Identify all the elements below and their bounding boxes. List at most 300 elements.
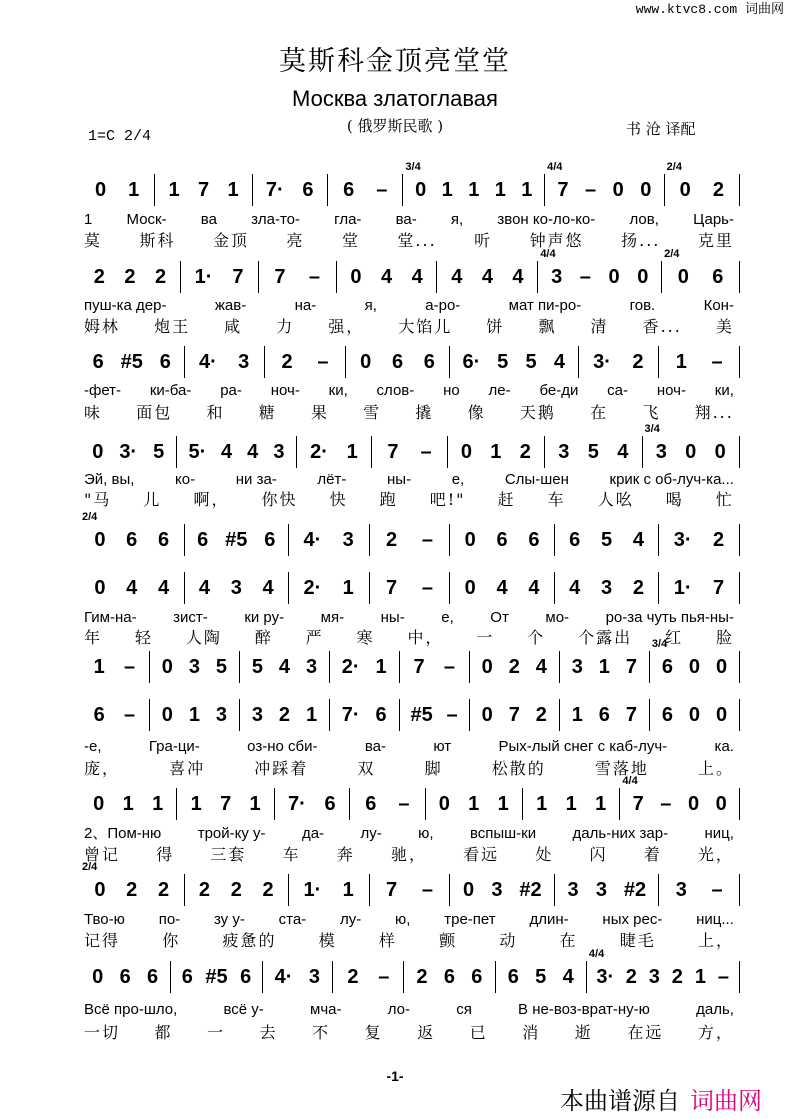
lyric-syllable: даль-них зар- <box>572 825 669 842</box>
note: 6 <box>661 704 673 726</box>
lyric-syllable: ю, <box>418 825 434 842</box>
lyric-syllable: 力 <box>276 317 295 336</box>
lyric-syllable: 闪 <box>589 845 608 864</box>
note: 4 <box>512 266 524 288</box>
note: 2 <box>347 966 359 988</box>
measure-notes <box>500 966 582 988</box>
measure <box>643 423 740 468</box>
lyric-syllable: 雪落地 <box>594 759 649 778</box>
key-signature: 1=C 2/4 <box>88 128 152 145</box>
note: 3 <box>238 351 250 373</box>
measure <box>545 161 665 206</box>
lyric-syllable: ста- <box>278 911 307 928</box>
lyric-syllable: ки, <box>714 382 734 399</box>
measure <box>185 524 290 556</box>
lyric-syllable: 年 <box>84 628 103 647</box>
note: 0 <box>464 577 476 599</box>
note: 0 <box>462 879 475 901</box>
note: 0 <box>481 656 493 678</box>
note: 6 <box>240 966 252 988</box>
lyrics-russian <box>84 1001 734 1019</box>
note: 1 <box>536 793 548 815</box>
lyric-syllable: 驰， <box>390 845 427 864</box>
lyric-syllable: 模 <box>318 931 337 950</box>
measure <box>150 651 240 683</box>
note: 1· <box>673 577 692 599</box>
measure-notes <box>454 577 550 599</box>
lyric-syllable: гов. <box>629 297 656 314</box>
note: 0 <box>415 179 427 201</box>
measure <box>80 961 171 993</box>
note: 3 <box>273 441 285 463</box>
note: 1 <box>152 793 164 815</box>
lyric-syllable: 脸 <box>715 628 734 647</box>
note: 6 <box>264 529 276 551</box>
measure-notes <box>341 266 433 288</box>
measure <box>370 572 451 604</box>
lyric-syllable: 人吆 <box>597 490 634 509</box>
lyric-syllable: на- <box>294 297 317 314</box>
measure-notes <box>84 879 180 901</box>
note: 2· <box>310 441 328 463</box>
lyric-syllable: гла- <box>334 211 362 228</box>
lyrics-russian <box>84 297 734 315</box>
lyric-syllable: по- <box>158 911 181 928</box>
note: 1 <box>521 179 533 201</box>
measure-notes <box>350 351 446 373</box>
measure-notes <box>84 179 150 201</box>
lyrics-chinese <box>84 232 734 250</box>
note: – <box>420 441 432 463</box>
note: 1 <box>128 179 140 201</box>
measure-notes <box>257 179 323 201</box>
lyrics-russian <box>84 911 734 929</box>
note: 0 <box>94 529 106 551</box>
lyric-syllable: В не-воз-врат-ну-ю <box>518 1001 650 1018</box>
lyric-syllable: вспыш-ки <box>469 825 537 842</box>
lyric-syllable: 三套 <box>210 845 247 864</box>
lyric-syllable: ноч- <box>270 382 300 399</box>
measure <box>579 346 660 378</box>
measure-notes <box>84 577 180 599</box>
note: 0 <box>612 179 624 201</box>
note: 2 <box>671 966 683 988</box>
note: 1· <box>303 879 322 901</box>
note: 6· <box>462 351 481 373</box>
lyric-syllable: 1 <box>84 211 93 228</box>
note: 1 <box>227 179 239 201</box>
lyric-syllable: Слы-шен <box>504 471 569 488</box>
measure-notes <box>542 266 657 288</box>
lyric-syllable: 2、Пом-ню <box>84 825 162 842</box>
lyric-syllable: крик с об-луч-ка... <box>609 471 734 488</box>
note: 6 <box>158 529 170 551</box>
lyric-syllable: ны- <box>380 609 405 626</box>
note: – <box>443 656 456 678</box>
measure-notes <box>663 577 735 599</box>
lyric-syllable: ки-ба- <box>149 382 192 399</box>
note: 3 <box>305 656 318 678</box>
lyric-syllable: 天鹅 <box>519 403 556 422</box>
note: 6 <box>126 529 138 551</box>
measure-notes <box>175 966 257 988</box>
note: 0 <box>460 441 472 463</box>
measure <box>370 874 451 906</box>
note: 1 <box>675 351 687 373</box>
lyric-syllable: 大馅儿 <box>398 317 453 336</box>
lyric-syllable: 光， <box>697 845 734 864</box>
lyric-syllable: 堂 <box>341 231 360 250</box>
note: 2· <box>303 577 322 599</box>
note: 6 <box>528 529 540 551</box>
measure <box>450 524 555 556</box>
note: 3 <box>648 966 660 988</box>
note: 0 <box>715 656 728 678</box>
note: 7· <box>288 793 306 815</box>
note: 5 <box>251 656 264 678</box>
measure-notes <box>454 529 550 551</box>
lyric-syllable: 着 <box>643 845 662 864</box>
measure <box>659 524 740 556</box>
measure-notes <box>244 704 325 726</box>
measure <box>240 699 330 731</box>
measure <box>538 248 662 293</box>
note: – <box>711 351 723 373</box>
note: 4· <box>198 351 217 373</box>
lyric-syllable: Гра-ци- <box>148 738 200 755</box>
note: 2 <box>158 879 170 901</box>
measure <box>659 874 740 906</box>
note: 6 <box>365 793 377 815</box>
note: 4 <box>220 441 233 463</box>
measure <box>450 874 555 906</box>
note: 0 <box>688 656 701 678</box>
lyric-syllable: слов- <box>376 382 415 399</box>
time-signature: 2/4 <box>82 511 98 523</box>
note: 5 <box>215 656 227 678</box>
measure <box>297 436 372 468</box>
measure-notes <box>408 966 490 988</box>
note: 1 <box>441 179 453 201</box>
note: 0 <box>438 793 450 815</box>
lyric-syllable: е, <box>441 609 454 626</box>
note: 7 <box>274 266 286 288</box>
lyric-syllable: мя- <box>320 609 345 626</box>
lyric-syllable: 果 <box>310 403 329 422</box>
note: 2 <box>535 704 547 726</box>
note: 4 <box>617 441 629 463</box>
music-row-lower <box>80 699 740 731</box>
lyric-syllable: 记得 <box>84 931 121 950</box>
note: 6 <box>343 179 355 201</box>
note: 7 <box>413 656 425 678</box>
lyric-syllable: 曾记 <box>84 845 121 864</box>
note: #5 <box>120 351 143 373</box>
note: 1 <box>346 441 358 463</box>
note: 0 <box>608 266 620 288</box>
measure-notes <box>624 793 735 815</box>
measure-notes <box>84 704 145 726</box>
lyric-syllable: 车 <box>282 845 301 864</box>
note: 6 <box>391 351 404 373</box>
note: #5 <box>225 529 248 551</box>
measure-notes <box>154 656 235 678</box>
lyric-syllable: 颤 <box>439 931 458 950</box>
measure-notes <box>474 656 555 678</box>
note: 1 <box>188 704 200 726</box>
measure-notes <box>189 351 261 373</box>
measure-notes <box>84 966 166 988</box>
song-genre: ( 俄罗斯民歌 ) <box>346 117 444 135</box>
note: 6 <box>423 351 435 373</box>
lyric-syllable: 都 <box>154 1023 173 1042</box>
lyrics-chinese <box>84 932 734 950</box>
note: 3 <box>308 966 321 988</box>
note: 4· <box>303 529 322 551</box>
measure-notes <box>583 351 655 373</box>
lyric-syllable: 上。 <box>697 759 734 778</box>
measure <box>185 346 266 378</box>
source-label: 本曲谱源自 <box>560 1088 680 1115</box>
note: 7 <box>220 793 232 815</box>
note: 5 <box>535 966 547 988</box>
note: 2· <box>341 656 360 678</box>
note: 1 <box>342 577 354 599</box>
lyrics-russian <box>84 825 734 843</box>
measure <box>555 874 660 906</box>
measure-notes <box>452 441 540 463</box>
measure <box>80 788 177 820</box>
note: 6 <box>159 351 171 373</box>
time-signature: 4/4 <box>540 248 556 260</box>
lyric-syllable: 咸 <box>224 317 243 336</box>
lyric-syllable: 在 <box>590 403 609 422</box>
note: – <box>579 266 591 288</box>
lyric-syllable: мат пи-ро- <box>508 297 582 314</box>
note: 6 <box>471 966 483 988</box>
lyric-syllable: 动 <box>499 931 518 950</box>
measure <box>587 948 740 993</box>
lyric-syllable: 姆林 <box>84 317 121 336</box>
music-row <box>80 248 740 293</box>
measure-notes <box>84 793 172 815</box>
lyric-syllable: От <box>490 609 509 626</box>
measure <box>523 788 620 820</box>
note: 4 <box>278 656 291 678</box>
lyric-syllable: 喝 <box>665 490 684 509</box>
lyric-syllable: ка. <box>714 738 734 755</box>
measure-notes <box>269 351 341 373</box>
note: 3 <box>655 441 667 463</box>
lyric-syllable: ва <box>200 211 217 228</box>
note: 7 <box>625 656 637 678</box>
song-subtitle: Москва златоглавая <box>292 86 498 111</box>
measure-notes <box>663 529 735 551</box>
measure-notes <box>293 577 365 599</box>
measure <box>370 524 451 556</box>
note: 1 <box>468 793 480 815</box>
note: #5 <box>410 704 433 726</box>
note: 7 <box>386 879 398 901</box>
note: 3 <box>675 879 687 901</box>
note: 7 <box>632 793 644 815</box>
measure-notes <box>654 704 735 726</box>
lyric-syllable: Эй, вы, <box>84 471 135 488</box>
note: 0 <box>677 266 689 288</box>
note: 2 <box>124 266 136 288</box>
lyric-syllable: 你快 <box>261 490 298 509</box>
lyric-syllable: 去 <box>259 1023 278 1042</box>
lyric-syllable: жав- <box>214 297 247 314</box>
note: 1 <box>249 793 261 815</box>
lyric-syllable: 个露出 <box>578 628 633 647</box>
note: 1 <box>122 793 134 815</box>
measure <box>333 961 404 993</box>
note: 5· <box>188 441 207 463</box>
measure-notes <box>185 266 254 288</box>
measure-notes <box>84 529 180 551</box>
measure <box>80 861 185 906</box>
lyrics-russian <box>84 211 734 229</box>
music-row-lower <box>80 572 740 604</box>
lyric-syllable: 香... <box>642 317 682 336</box>
measure-notes <box>189 577 285 599</box>
measure-notes <box>430 793 518 815</box>
measure-notes <box>279 793 345 815</box>
measure-notes <box>549 441 637 463</box>
lyric-syllable: ных рес- <box>602 911 663 928</box>
note: 1 <box>497 793 509 815</box>
lyric-syllable: 忙 <box>715 490 734 509</box>
lyric-syllable: 一 <box>476 628 495 647</box>
note: 6 <box>93 704 105 726</box>
lyric-syllable: 人陶 <box>185 628 222 647</box>
lyric-syllable: 不 <box>312 1023 331 1042</box>
lyric-syllable: 得 <box>156 845 175 864</box>
note: 6 <box>496 529 508 551</box>
note: 2 <box>386 529 398 551</box>
page-number: -1- <box>386 1068 404 1084</box>
note: 3 <box>188 656 200 678</box>
lyric-syllable: ки ру- <box>244 609 285 626</box>
note: 4 <box>451 266 463 288</box>
note: – <box>717 966 730 988</box>
note: 4 <box>481 266 493 288</box>
lyric-syllable: 方， <box>697 1023 734 1042</box>
note: 0 <box>464 529 476 551</box>
measure-notes <box>666 266 735 288</box>
lyric-syllable: "马 <box>84 490 112 509</box>
lyric-syllable: тре-пет <box>444 911 496 928</box>
measure-notes <box>454 351 573 373</box>
note: 4 <box>126 577 138 599</box>
lyric-syllable: оз-но сби- <box>247 738 318 755</box>
note: 3· <box>596 966 615 988</box>
note: 3 <box>567 879 579 901</box>
lyric-syllable: 饼 <box>486 317 505 336</box>
note: 4 <box>158 577 170 599</box>
measure <box>80 572 185 604</box>
lyric-syllable: Всё про-шло, <box>84 1001 178 1018</box>
time-signature: 2/4 <box>664 248 680 260</box>
note: 0 <box>94 879 106 901</box>
measure <box>80 651 150 683</box>
note: – <box>660 793 672 815</box>
lyric-syllable: 强， <box>328 317 365 336</box>
lyric-syllable: 复 <box>364 1023 383 1042</box>
measure <box>181 261 259 293</box>
lyric-syllable: 中， <box>407 628 444 647</box>
note: – <box>124 656 136 678</box>
note: 7 <box>625 704 637 726</box>
note: 4 <box>380 266 393 288</box>
note: 7 <box>232 266 244 288</box>
lyrics-chinese <box>84 318 734 336</box>
note: – <box>446 704 458 726</box>
lyric-syllable: а-ро- <box>425 297 461 314</box>
measure <box>470 699 560 731</box>
note: 2 <box>198 879 210 901</box>
measure <box>253 174 328 206</box>
lyric-syllable: мча- <box>310 1001 342 1018</box>
note: 4 <box>496 577 508 599</box>
lyric-syllable: 钟声悠 <box>529 231 584 250</box>
note: 0 <box>679 179 691 201</box>
note: 5 <box>601 529 613 551</box>
lyric-syllable: бе-ди <box>539 382 579 399</box>
measure <box>289 874 370 906</box>
measure <box>171 961 262 993</box>
measure-notes <box>334 704 395 726</box>
measure-notes <box>647 441 735 463</box>
measure-notes <box>189 879 285 901</box>
note: 0 <box>481 704 493 726</box>
measure <box>404 961 495 993</box>
note: 7 <box>508 704 520 726</box>
note: 6 <box>92 351 104 373</box>
measure <box>650 638 740 683</box>
note: 2 <box>262 879 274 901</box>
measure-notes <box>376 441 442 463</box>
measure <box>450 572 555 604</box>
note: 0 <box>93 793 105 815</box>
note: 1 <box>494 179 506 201</box>
note: 6 <box>598 704 610 726</box>
note: – <box>378 966 390 988</box>
note: 2 <box>416 966 428 988</box>
lyric-syllable: ле- <box>488 382 511 399</box>
note: 0 <box>161 704 173 726</box>
note: 6 <box>302 179 314 201</box>
note: 1 <box>694 966 706 988</box>
note: 0 <box>685 441 697 463</box>
note: – <box>398 793 410 815</box>
measure-notes <box>441 266 533 288</box>
lyric-syllable: 翔... <box>694 403 734 422</box>
note: 4 <box>528 577 540 599</box>
measure <box>80 511 185 556</box>
lyric-syllable: ни за- <box>235 471 277 488</box>
measure-notes <box>293 879 365 901</box>
measure-notes <box>669 179 735 201</box>
note: 6 <box>119 966 131 988</box>
note: #2 <box>623 879 647 901</box>
note: 2 <box>230 879 242 901</box>
note: 6 <box>147 966 159 988</box>
measure-notes <box>84 351 180 373</box>
note: 2 <box>278 704 291 726</box>
measure <box>80 261 181 293</box>
